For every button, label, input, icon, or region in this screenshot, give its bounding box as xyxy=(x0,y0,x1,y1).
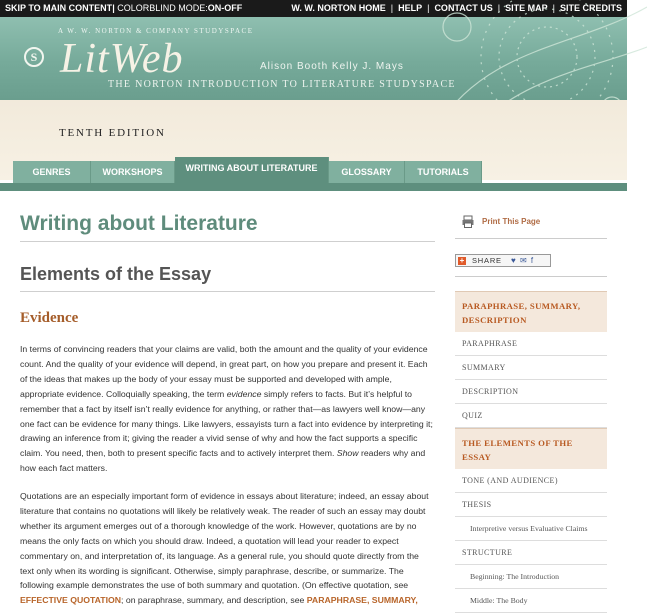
paragraph-text: readers why and how each fact matters. xyxy=(20,448,426,474)
separator: | xyxy=(552,3,555,13)
social-icons: ♥ ✉ f xyxy=(511,256,535,265)
help-link[interactable]: HELP xyxy=(398,3,423,13)
colorblind-separator: | xyxy=(112,3,115,13)
evidence-paragraph xyxy=(20,342,435,476)
divider xyxy=(455,238,607,239)
nav-rule xyxy=(0,183,627,191)
sidebar-item-quiz[interactable]: QUIZ xyxy=(455,404,607,428)
colorblind-label: COLORBLIND MODE: xyxy=(117,3,208,13)
tab-writing-about-literature[interactable]: WRITING ABOUT LITERATURE xyxy=(175,157,329,183)
site-header xyxy=(0,17,627,100)
divider xyxy=(20,241,435,242)
sidebar-item-summary[interactable]: SUMMARY xyxy=(455,356,607,380)
norton-home-link[interactable]: W. W. NORTON HOME xyxy=(291,3,386,13)
sidebar-item-tone[interactable]: TONE (AND AUDIENCE) xyxy=(455,469,607,493)
share-label: SHARE xyxy=(472,256,502,265)
sidebar-item-thesis[interactable]: THESIS xyxy=(455,493,607,517)
separator: | xyxy=(427,3,430,13)
emphasis-text: evidence xyxy=(226,388,262,399)
sidebar-heading-elements[interactable]: THE ELEMENTS OF THE ESSAY xyxy=(455,428,607,469)
print-page-label: Print This Page xyxy=(482,217,541,226)
paragraph-text: Quotations are an especially important form of evidence in essays about literature; indeed, an essay about literature that contains no quotations will likely be relatively weak. The reader of such an essay may doubt whether its argument emerges out of a thorough knowledge of the work. However, quotations are by no means the only facts on which you should draw. Indeed, a quotation will lead your reader to expect commentary on, and interpretation of, its language. As a general rule, you should quote directly from the text only when its wording is significant. Otherwise, simply paraphrase, describe, or summarize. The following example demonstrates the use of both summary and quotation. (On effective quotation, see xyxy=(20,491,429,591)
divider xyxy=(20,291,435,292)
accessibility-links xyxy=(5,0,242,17)
skip-to-main-link[interactable]: SKIP TO MAIN CONTENT xyxy=(5,3,113,13)
sidebar-heading-paraphrase[interactable]: PARAPHRASE, SUMMARY, DESCRIPTION xyxy=(455,291,607,332)
effective-quotation-link[interactable]: EFFECTIVE QUOTATION xyxy=(20,595,122,606)
site-credits-link[interactable]: SITE CREDITS xyxy=(559,3,622,13)
share-button[interactable] xyxy=(455,254,551,267)
separator: | xyxy=(390,3,394,13)
edition-label: TENTH EDITION xyxy=(59,127,166,139)
tab-tutorials[interactable]: TUTORIALS xyxy=(405,161,482,183)
paragraph-text: simply refers to facts. But it’s helpful to remember that a fact by itself isn’t really evidence for anything, or rather that—as lawyers well know—any one fact can be evidence for many things. Like lawyers, essayists turn a fact into evidence by interpreting it; drawing an inference from it; giving the reader a vivid sense of why and how the fact supports a specific claim. You need, then, both to present specific facts and to actively interpret them. xyxy=(20,388,433,459)
sidebar-item-structure[interactable]: STRUCTURE xyxy=(455,541,607,565)
page-title: Writing about Literature xyxy=(20,212,258,235)
authors: Alison Booth Kelly J. Mays xyxy=(260,61,404,72)
main-nav xyxy=(0,157,627,191)
sidebar-item-introduction[interactable]: Beginning: The Introduction xyxy=(455,565,607,589)
print-page-link[interactable] xyxy=(455,216,607,230)
subsection-title: Evidence xyxy=(20,310,79,326)
printer-icon xyxy=(462,216,474,228)
tab-genres[interactable]: GENRES xyxy=(13,161,91,183)
sidebar-item-interpretive-claims[interactable]: Interpretive versus Evaluative Claims xyxy=(455,517,607,541)
share-plus-icon: + xyxy=(459,256,465,265)
studyspace-label: A W. W. NORTON & COMPANY STUDYSPACE xyxy=(58,27,254,35)
sidebar-item-description[interactable]: DESCRIPTION xyxy=(455,380,607,404)
paraphrase-summary-link[interactable]: PARAPHRASE, SUMMARY, xyxy=(306,595,418,606)
sidebar-item-body[interactable]: Middle: The Body xyxy=(455,589,607,613)
paragraph-text: In terms of convincing readers that your claims are valid, both the amount and the quality of your evidence count. And the quality of your evidence will depend, in great part, on how you prepare and present it. Each of the ideas that makes up the body of your essay must be supported and developed with ample, appropriate evidence. Colloquially speaking, the term xyxy=(20,344,428,399)
tab-glossary[interactable]: GLOSSARY xyxy=(329,161,405,183)
paragraph-text: ; on paraphrase, summary, and description, see xyxy=(121,595,307,606)
quotations-paragraph xyxy=(20,489,435,608)
site-brand[interactable]: LitWeb xyxy=(60,36,184,82)
divider xyxy=(455,276,607,277)
colorblind-toggle[interactable]: ON-OFF xyxy=(207,3,243,13)
section-title: Elements of the Essay xyxy=(20,264,212,284)
separator: | xyxy=(497,3,501,13)
studyspace-logo-icon[interactable]: S xyxy=(24,47,44,67)
site-map-link[interactable]: SITE MAP xyxy=(505,3,548,13)
sidebar-item-paraphrase[interactable]: PARAPHRASE xyxy=(455,332,607,356)
tab-workshops[interactable]: WORKSHOPS xyxy=(91,161,175,183)
emphasis-text: Show xyxy=(336,448,359,459)
contact-us-link[interactable]: CONTACT US xyxy=(434,3,493,13)
site-tagline: THE NORTON INTRODUCTION TO LITERATURE STUDYSPACE xyxy=(108,79,456,90)
